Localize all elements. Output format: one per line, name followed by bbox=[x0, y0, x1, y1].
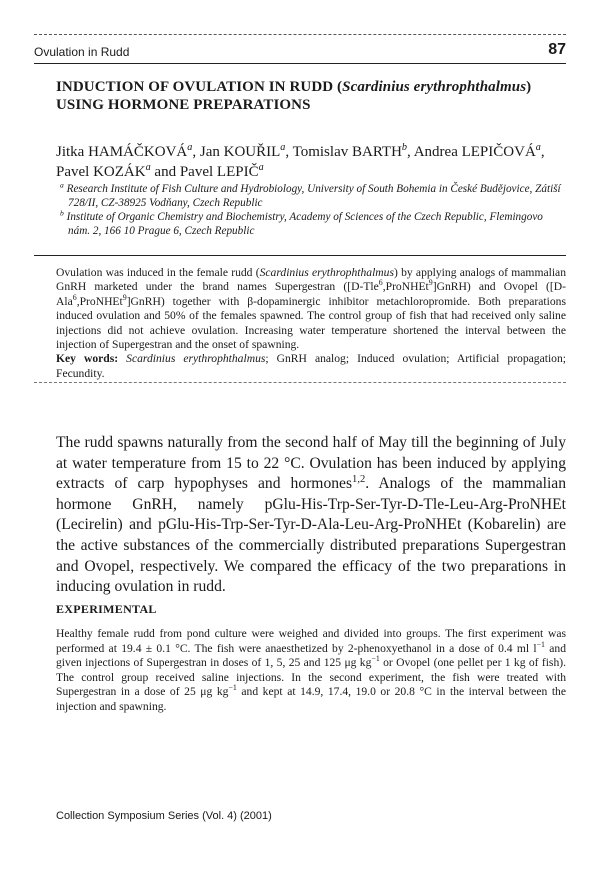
page-number: 87 bbox=[548, 41, 566, 58]
affiliation-a: $^a$ Research Institute of Fish Culture and Hydrobiology, University of South Bohemia in České Budějovice, Zátiší 728/II, CZ-38925 Vodňany, Czech Republic bbox=[60, 180, 561, 209]
header-rule bbox=[34, 63, 566, 64]
abstract-top-rule bbox=[34, 255, 566, 256]
title-part-2: ) USING HORMONE PREPARATIONS bbox=[56, 79, 532, 113]
running-head bbox=[34, 34, 566, 63]
title-species: Scardinius erythrophthalmus bbox=[342, 79, 527, 95]
footer-series: Collection Symposium Series (Vol. 4) (2001) bbox=[56, 810, 272, 822]
author-list: Jitka HAMÁČKOVÁ$^a$, Jan KOUŘIL$^a$, Tomislav BARTH$^b$, Andrea LEPIČOVÁ$^a$, Pavel KOZÁK$^a$ and Pavel LEPIČ$^a$ bbox=[56, 142, 545, 180]
affiliation-b: $^b$ Institute of Organic Chemistry and Biochemistry, Academy of Sciences of the Czech Republic, Flemingovo nám. 2, 166 10 Prague 6, Czech Republic bbox=[60, 208, 543, 237]
title-part-1: INDUCTION OF OVULATION IN RUDD ( bbox=[56, 79, 343, 95]
abstract-bottom-rule bbox=[34, 382, 566, 383]
keywords: Key words: Scardinius erythrophthalmus; GnRH analog; Induced ovulation; Artificial propagation; Fecundity. bbox=[56, 352, 566, 380]
author: Pavel KOZÁK$^a$ bbox=[56, 162, 151, 180]
author: Tomislav BARTH$^b$ bbox=[292, 142, 408, 160]
keywords-label: Key words: bbox=[56, 352, 119, 366]
section-heading-experimental: EXPERIMENTAL bbox=[56, 602, 157, 616]
author: Jitka HAMÁČKOVÁ$^a$ bbox=[56, 142, 193, 160]
abstract-text: Ovulation was induced in the female rudd (Scardinius erythrophthalmus) by applying analogs of mammalian GnRH marketed under the brand names Supergestran ([D-Tle$^6$,ProNHEt$^9$]GnRH) and Ovopel ([D-Ala$^6$,ProNHEt$^9$]GnRH) together with β-dopaminergic inhibitor metachloropromide. Both preparations induced ovulation and 50% of the females spawned. The control group of fish that had received only saline injections did not achieve ovulation. Increasing water temperature shortened the interval between the injection of Supergestran and the onset of spawning. bbox=[56, 266, 566, 352]
affiliations bbox=[56, 182, 566, 238]
author: Andrea LEPIČOVÁ$^a$ bbox=[413, 142, 541, 160]
author: Jan KOUŘIL$^a$ bbox=[199, 142, 286, 160]
running-head-title: Ovulation in Rudd bbox=[34, 45, 130, 59]
experimental-paragraph: Healthy female rudd from pond culture were weighed and divided into groups. The first experiment was performed at 19.4 ± 0.1 °C. The fish were anaesthetized by 2-phenoxyethanol in a dose of 0.4 ml $l^{-1}$ and given injections of Supergestran in doses of 1, 5, 25 and 125 μg $kg^{-1}$ or Ovopel (one pellet per 1 kg of fish). The control group received saline injections. In the second experiment, the fish were treated with Supergestran in a dose of 25 μg $kg^{-1}$ and kept at 14.9, 17.4, 19.0 or 20.8 °C in the interval between the injection and spawning. bbox=[56, 627, 567, 713]
introduction-paragraph: The rudd spawns naturally from the second half of May till the beginning of July at water temperature from 15 to 22 °C. Ovulation has been induced by applying extracts of carp hypophyses and hormones$^{1,2}$. Analogs of the mammalian hormone GnRH, namely pGlu-His-Trp-Ser-Tyr-D-Tle-Leu-Arg-ProNHEt (Lecirelin) and pGlu-His-Trp-Ser-Tyr-D-Ala-Leu-Arg-ProNHEt (Kobarelin) are the active substances of the commercially distributed preparations Supergestran and Ovopel, respectively. We compared the efficacy of the two preparations in inducing ovulation in rudd. bbox=[56, 434, 566, 596]
article-title bbox=[56, 78, 566, 114]
reference-marker: 1,2 bbox=[352, 474, 366, 485]
author: Pavel LEPIČ$^a$ bbox=[179, 162, 264, 180]
abstract bbox=[56, 266, 566, 381]
